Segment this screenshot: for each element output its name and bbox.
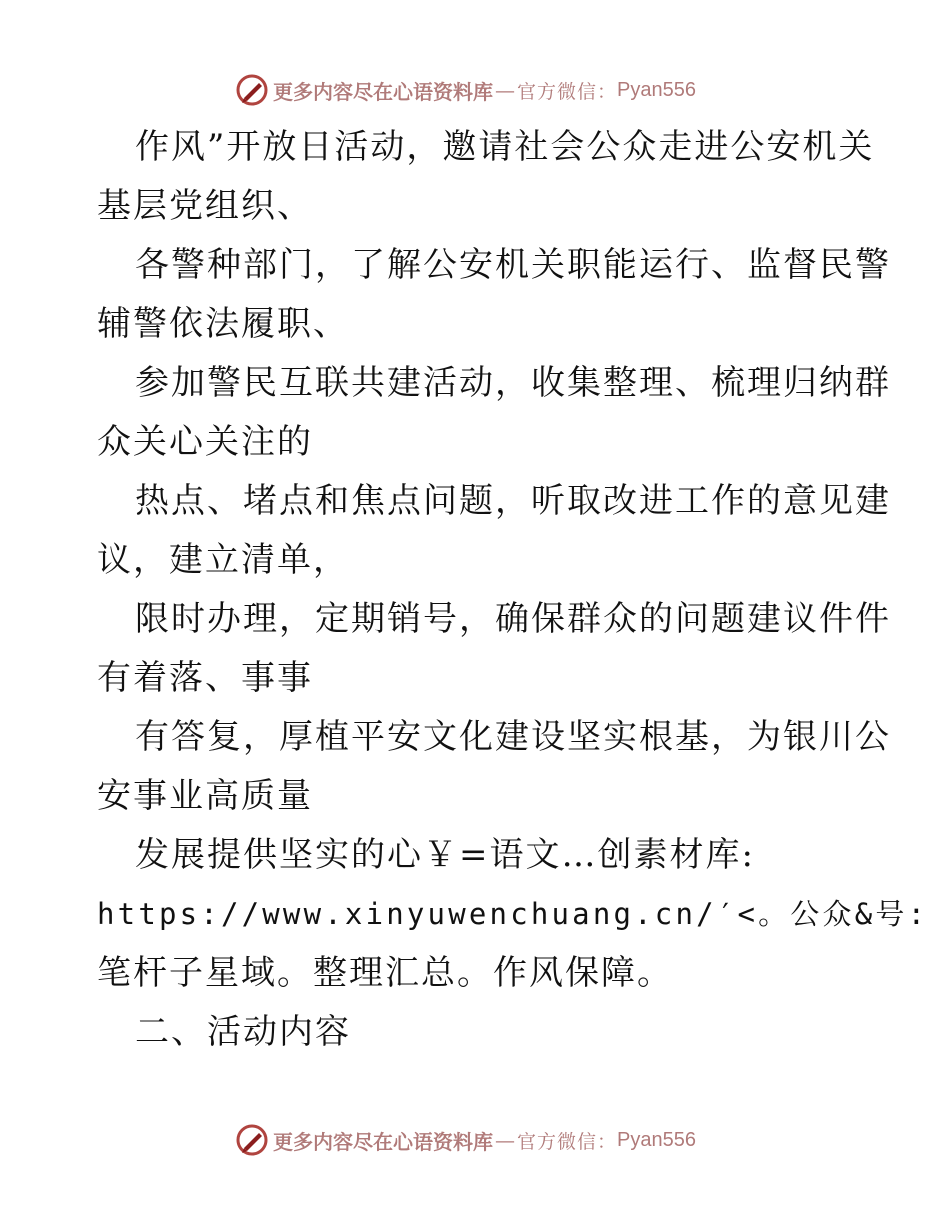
text-line: 热点、堵点和焦点问题，听取改进工作的意见建 [135, 481, 891, 521]
text-line: 基层党组织、 [97, 186, 313, 226]
text-line: 发展提供坚实的心￥=语文…创素材库: [135, 835, 755, 875]
watermark-wechat-id: Pyan556 [617, 78, 696, 101]
text-line: 有答复，厚植平安文化建设坚实根基，为银川公 [135, 717, 891, 757]
watermark-title: 更多内容尽在心语资料库 [273, 1129, 493, 1154]
footer-watermark [235, 1120, 696, 1160]
text-line: 各警种部门，了解公安机关职能运行、监督民警 [135, 245, 891, 285]
pen-circle-logo-icon [235, 1123, 269, 1157]
section-heading: 二、活动内容 [135, 1012, 351, 1052]
watermark-dash: — [495, 78, 515, 102]
watermark-dash: — [495, 1128, 515, 1152]
text-line: 限时办理，定期销号，确保群众的问题建议件件 [135, 599, 891, 639]
header-watermark [235, 70, 696, 110]
text-line: 参加警民互联共建活动，收集整理、梳理归纳群 [135, 363, 891, 403]
url-line: https://www.xinyuwenchuang.cn/′<。公众&号: [97, 897, 929, 931]
text-line: 众关心关注的 [97, 422, 313, 462]
text-line: 议，建立清单， [97, 540, 349, 580]
text-line: 有着落、事事 [97, 658, 313, 698]
text-line: 安事业高质量 [97, 776, 313, 816]
pen-circle-logo-icon [235, 73, 269, 107]
watermark-title: 更多内容尽在心语资料库 [273, 79, 493, 104]
watermark-wechat-label: 官方微信： [517, 1130, 618, 1153]
text-line: 辅警依法履职、 [97, 304, 349, 344]
text-line: 笔杆子星域。整理汇总。作风保障。 [97, 953, 673, 993]
text-line: 作风”开放日活动，邀请社会公众走进公安机关 [135, 127, 875, 167]
watermark-wechat-id: Pyan556 [617, 1128, 696, 1151]
watermark-wechat-label: 官方微信： [517, 80, 618, 103]
